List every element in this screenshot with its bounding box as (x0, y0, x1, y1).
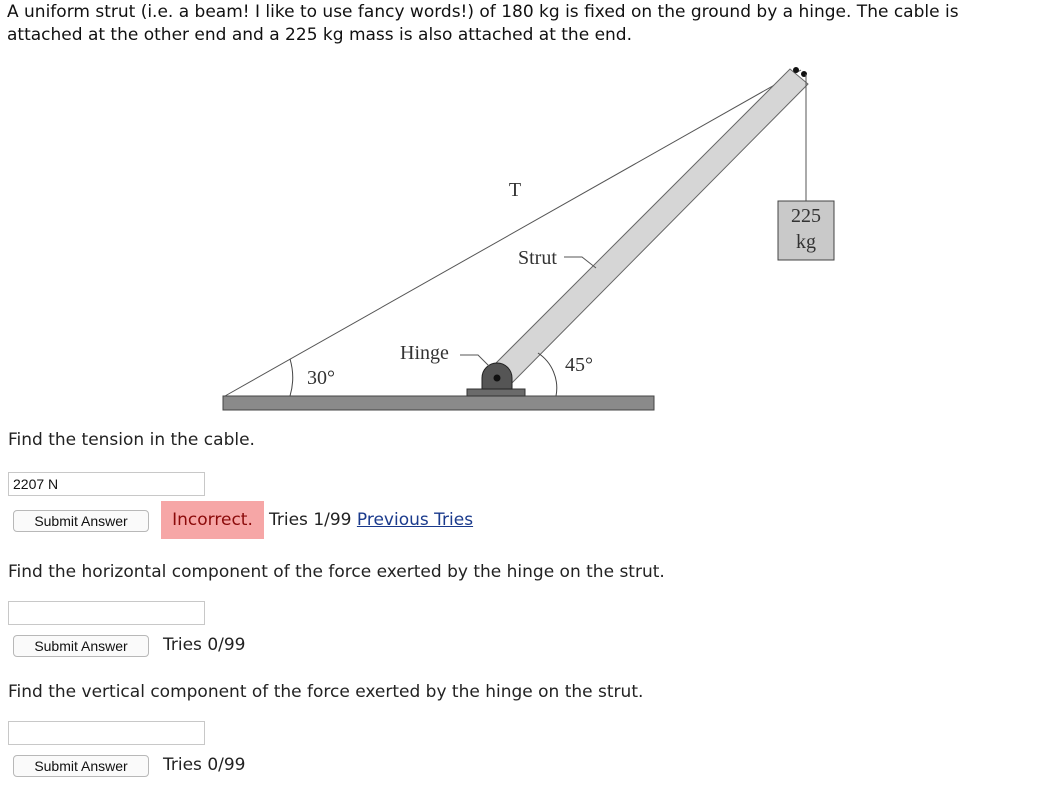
question-2-prompt: Find the horizontal component of the force exerted by the hinge on the strut. (8, 562, 665, 582)
strut-label: Strut (518, 247, 557, 269)
hinge-label: Hinge (400, 342, 449, 364)
question-3-prompt: Find the vertical component of the force exerted by the hinge on the strut. (8, 682, 644, 702)
previous-tries-link[interactable]: Previous Tries (356, 510, 474, 530)
submit-answer-1-button[interactable]: Submit Answer (13, 510, 149, 532)
pulley-dot-1 (793, 67, 799, 73)
vertical-force-answer-input[interactable] (8, 721, 205, 745)
question-1-prompt: Find the tension in the cable. (8, 430, 255, 450)
mass-label-unit: kg (796, 231, 816, 253)
horizontal-force-answer-input[interactable] (8, 601, 205, 625)
incorrect-feedback-badge: Incorrect. (161, 501, 264, 539)
hinge-base-plate (467, 389, 525, 396)
mass-label-value: 225 (791, 205, 821, 227)
question-2-tries: Tries 0/99 (163, 635, 246, 655)
strut-beam (489, 69, 808, 390)
tension-answer-input[interactable]: 2207 N (8, 472, 205, 496)
submit-answer-3-button[interactable]: Submit Answer (13, 755, 149, 777)
question-3-tries: Tries 0/99 (163, 755, 246, 775)
cable-angle-label: 30° (307, 367, 335, 389)
tension-label: T (508, 179, 522, 201)
ground-slab (223, 396, 654, 410)
question-1-status (269, 510, 473, 530)
question-1-tries: Tries 1/99 (269, 510, 352, 530)
strut-angle-label: 45° (565, 354, 593, 376)
submit-answer-2-button[interactable]: Submit Answer (13, 635, 149, 657)
strut-angle-arc (538, 353, 557, 396)
cable-angle-arc (290, 359, 293, 396)
problem-statement: A uniform strut (i.e. a beam! I like to use fancy words!) of 180 kg is fixed on the ground by a hinge. The cable is attached at the other end and a 225 kg mass is also attached at the end. (7, 2, 959, 45)
hinge-pin (494, 375, 501, 382)
strut-pointer (564, 257, 596, 268)
